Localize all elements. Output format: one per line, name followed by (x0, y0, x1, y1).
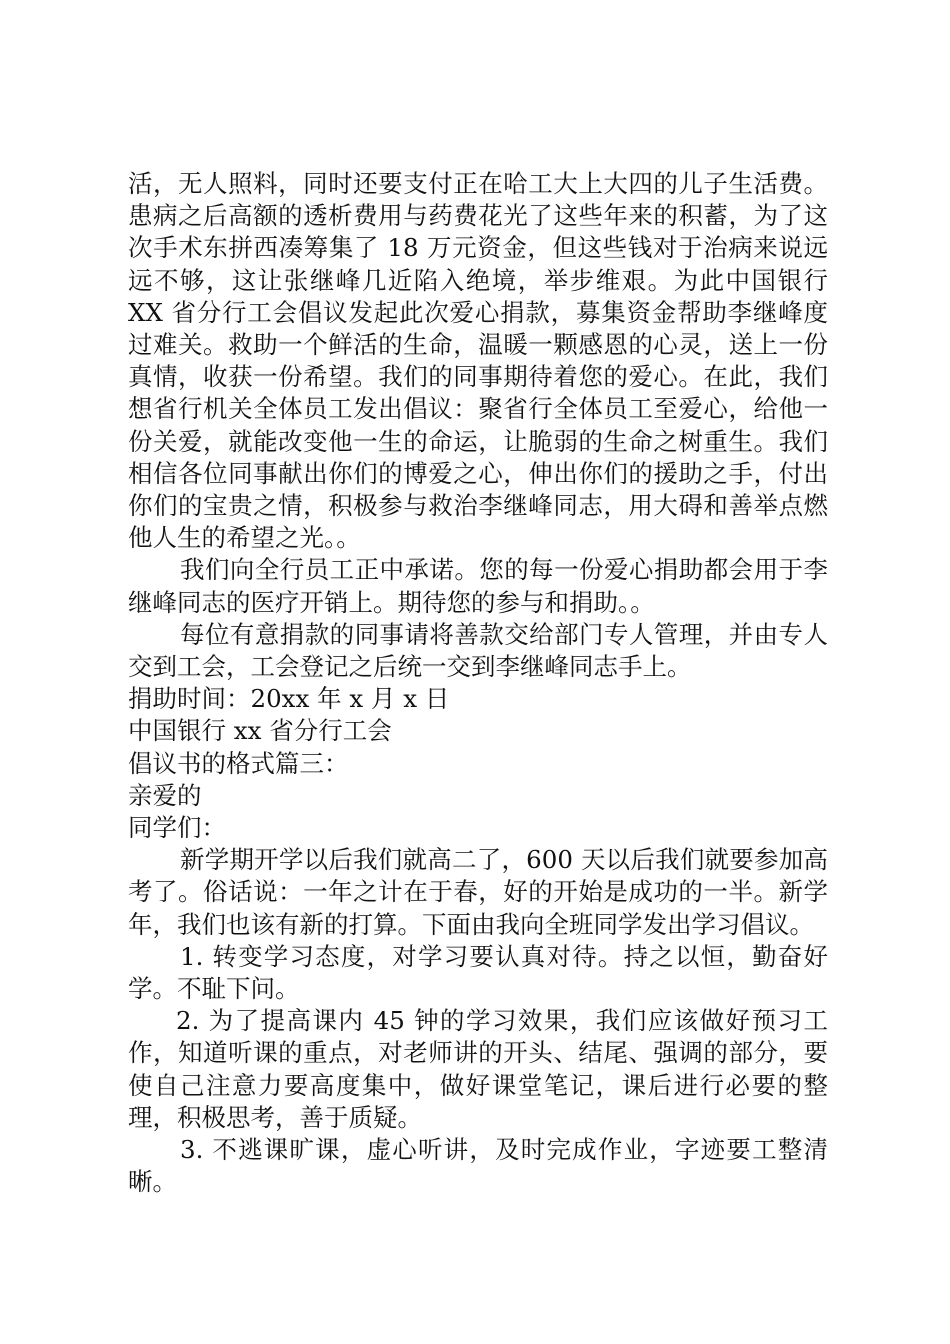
paragraph-commitment: 我们向全行员工正中承诺。您的每一份爱心捐助都会用于李继峰同志的医疗开销上。期待您的参与和捐助。。 (128, 555, 828, 617)
signature-organization: 中国银行 xx 省分行工会 (128, 716, 392, 746)
paragraph-new-semester: 新学期开学以后我们就高二了，600 天以后我们就要参加高考了。俗话说：一年之计在于春，好的开始是成功的一半。新学年，我们也该有新的打算。下面由我向全班同学发出学习倡议。 (128, 845, 828, 939)
list-item-1: 1. 转变学习态度，对学习要认真对待。持之以恒，勤奋好学。不耻下问。 (128, 941, 828, 1004)
section-heading: 倡议书的格式篇三： (128, 748, 349, 778)
donation-date: 捐助时间：20xx 年 x 月 x 日 (128, 684, 450, 714)
salutation-line-1: 亲爱的 (128, 780, 202, 810)
paragraph-donation-instructions: 每位有意捐款的同事请将善款交给部门专人管理，并由专人交到工会，工会登记之后统一交到李继峰同志手上。 (128, 619, 828, 682)
document-body (128, 168, 828, 1199)
paragraph-appeal-body: 活，无人照料，同时还要支付正在哈工大上大四的儿子生活费。患病之后高额的透析费用与药费花光了这些年来的积蓄，为了这次手术东拼西凑筹集了 18 万元资金，但这些钱对于治病来说远远不够，这让张继峰几近陷入绝境，举步维艰。为此中国银行 XX 省分行工会倡议发起此次爱心捐款，募集资金帮助李继峰度过难关。救助一个鲜活的生命，温暖一颗感恩的心灵，送上一份真情，收获一份希望。我们的同事期待着您的爱心。在此，我们想省行机关全体员工发出倡议：聚省行全体员工至爱心，给他一份关爱，就能改变他一生的命运，让脆弱的生命之树重生。我们相信各位同事献出你们的博爱之心，伸出你们的援助之手，付出你们的宝贵之情，积极参与救治李继峰同志，用大碍和善举点燃他人生的希望之光。。 (128, 169, 828, 553)
list-item-3: 3. 不逃课旷课，虚心听讲，及时完成作业，字迹要工整清晰。 (128, 1135, 828, 1197)
list-item-2: 2. 为了提高课内 45 钟的学习效果，我们应该做好预习工作，知道听课的重点，对老师讲的开头、结尾、强调的部分，要使自己注意力要高度集中，做好课堂笔记，课后进行必要的整理，积极思考，善于质疑。 (128, 1006, 828, 1132)
salutation-line-2: 同学们： (128, 813, 226, 843)
